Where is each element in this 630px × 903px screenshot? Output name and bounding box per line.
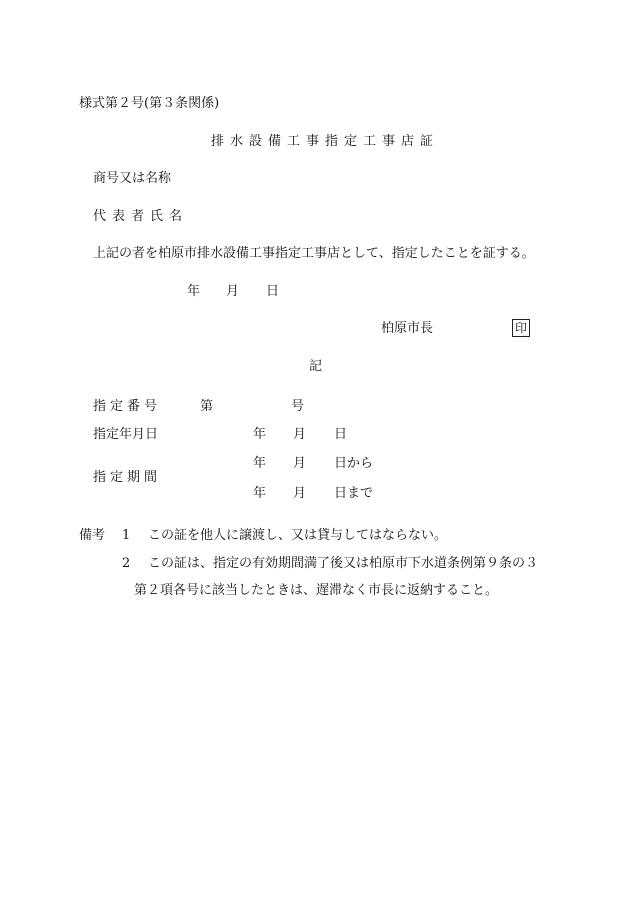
document-title: 排水設備工事指定工事店証 xyxy=(211,134,440,149)
designation-period-label: 指定期間 xyxy=(93,470,162,485)
issue-year-label: 年 xyxy=(187,284,201,299)
designation-number-suffix: 号 xyxy=(291,399,305,414)
ki-heading: 記 xyxy=(309,359,323,374)
remark-2-number: 2 xyxy=(122,556,131,571)
period-to-day: 日まで xyxy=(334,486,374,501)
remarks-label: 備考 xyxy=(79,528,106,543)
remark-2-text: この証は、指定の有効期間満了後又は柏原市下水道条例第９条の３ xyxy=(148,556,539,571)
designation-date-month: 月 xyxy=(293,427,307,442)
representative-label: 代表者氏名 xyxy=(93,209,189,224)
issuer-name: 柏原市長 xyxy=(381,321,434,336)
period-from-month: 月 xyxy=(293,456,307,471)
form-number: 様式第２号(第３条関係) xyxy=(79,96,220,111)
trade-name-label: 商号又は名称 xyxy=(93,171,172,186)
issue-month-label: 月 xyxy=(226,284,240,299)
designation-date-year: 年 xyxy=(253,427,267,442)
period-from-year: 年 xyxy=(253,456,267,471)
designation-date-label: 指定年月日 xyxy=(93,427,159,442)
period-to-month: 月 xyxy=(293,486,307,501)
certify-statement: 上記の者を柏原市排水設備工事指定工事店として、指定したことを証する。 xyxy=(93,246,535,261)
remark-2-text-continued: 第２項各号に該当したときは、遅滞なく市長に返納すること。 xyxy=(134,583,499,598)
designation-date-day: 日 xyxy=(334,427,348,442)
issue-day-label: 日 xyxy=(266,284,280,299)
remark-1-text: この証を他人に譲渡し、又は貸与してはならない。 xyxy=(148,528,448,543)
period-to-year: 年 xyxy=(253,486,267,501)
designation-number-label: 指定番号 xyxy=(93,399,162,414)
period-from-day: 日から xyxy=(334,456,374,471)
designation-number-prefix: 第 xyxy=(200,399,214,414)
remark-1-number: 1 xyxy=(122,528,131,543)
seal-mark: 印 xyxy=(512,319,530,337)
